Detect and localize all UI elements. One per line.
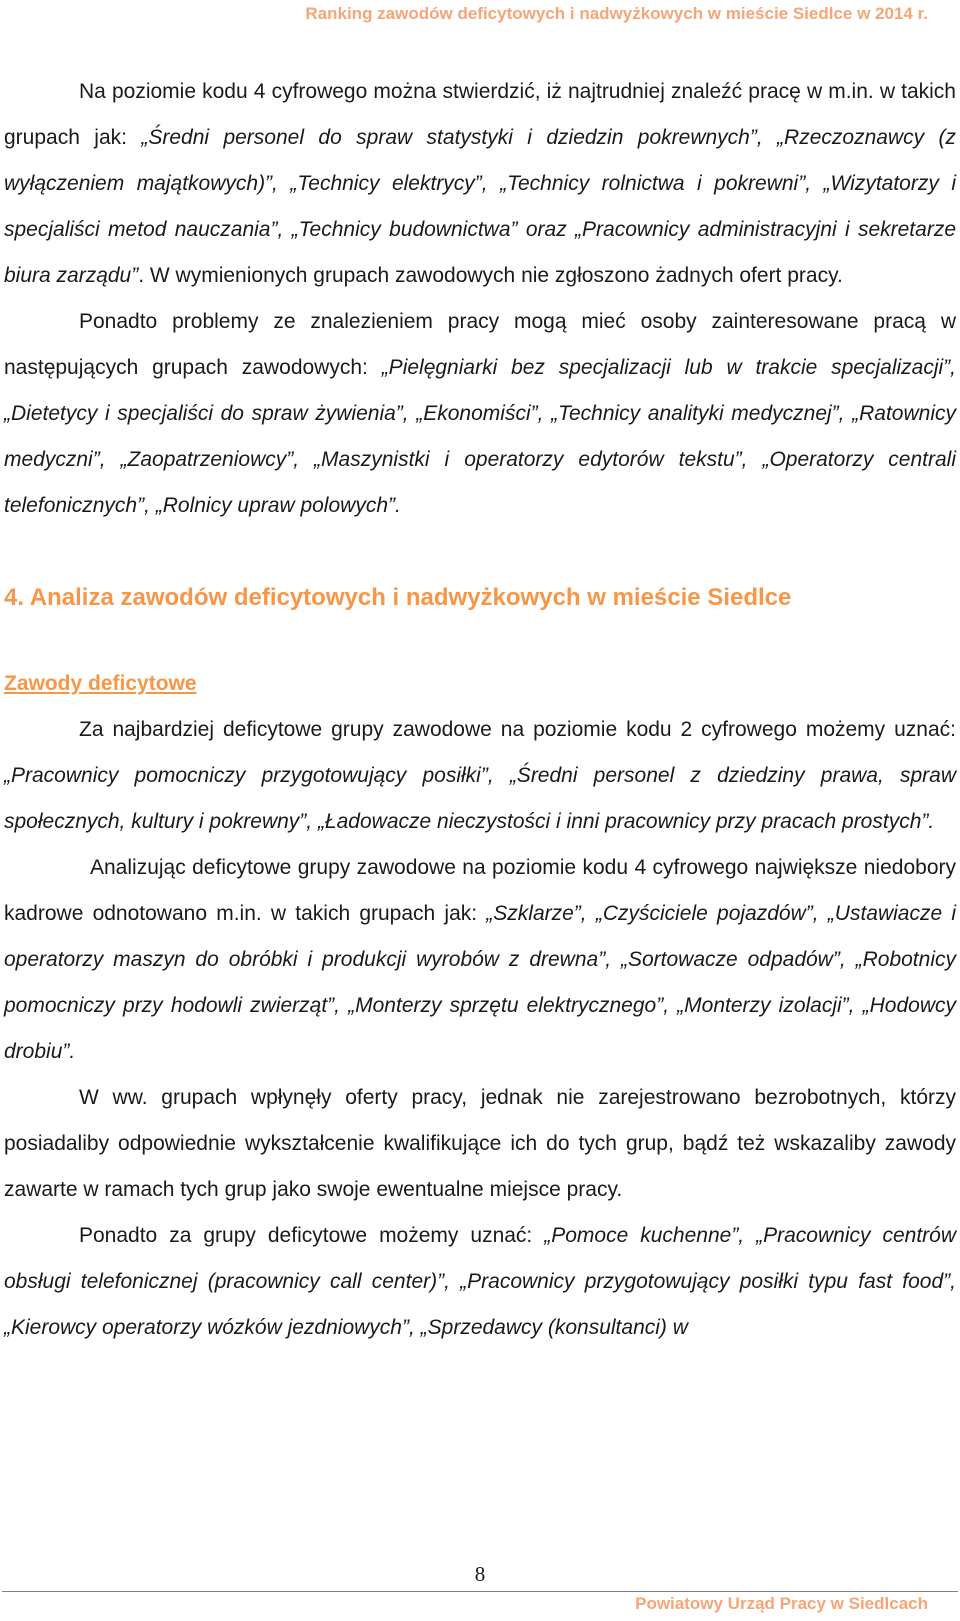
paragraph bbox=[4, 845, 956, 1075]
page-header: Ranking zawodów deficytowych i nadwyżkowych w mieście Siedlce w 2014 r. bbox=[305, 4, 928, 23]
text-run: Za najbardziej deficytowe grupy zawodowe na poziomie kodu 2 cyfrowego możemy uznać: bbox=[79, 718, 956, 741]
text-run: Ponadto problemy ze znalezieniem pracy mogą mieć osoby zainteresowane pracą w następujących grupach zawodowych: bbox=[4, 310, 956, 379]
spacer bbox=[4, 529, 956, 575]
section-title: 4. Analiza zawodów deficytowych i nadwyżkowych w mieście Siedlce bbox=[4, 584, 792, 611]
paragraph bbox=[4, 707, 956, 845]
footer-divider bbox=[2, 1591, 958, 1592]
italic-text-run: „Szklarze”, „Czyściciele pojazdów”, „Ustawiacze i operatorzy maszyn do obróbki i produkcji wyrobów z drewna”, „Sortowacze odpadów”, „Robotnicy pomocniczy przy hodowli zwierząt”, „Monterzy sprzętu elektrycznego”, „Monterzy izolacji”, „Hodowcy drobiu”. bbox=[4, 902, 957, 1063]
document-body bbox=[4, 69, 956, 1351]
italic-text-run: „Pomoce kuchenne”, „Pracownicy centrów obsługi telefonicznej (pracownicy call center)”, „Pracownicy przygotowujący posiłki typu fast food”, „Kierowcy operatorzy wózków jezdniowych”, „Sprzedawcy (konsultanci) w bbox=[4, 1224, 956, 1339]
text-run: Analizując deficytowe grupy zawodowe na poziomie kodu 4 cyfrowego największe niedobory kadrowe odnotowano m.in. w takich grupach jak: bbox=[4, 856, 956, 925]
text-run: Na poziomie kodu 4 cyfrowego można stwierdzić, iż najtrudniej znaleźć pracę w m.in. w takich grupach jak: bbox=[4, 80, 956, 149]
subsection-title: Zawody deficytowe bbox=[4, 672, 197, 695]
text-run: Ponadto za grupy deficytowe możemy uznać: bbox=[79, 1224, 545, 1247]
page-footer: Powiatowy Urząd Pracy w Siedlcach bbox=[635, 1594, 928, 1613]
text-run: . W wymienionych grupach zawodowych nie zgłoszono żadnych ofert pracy. bbox=[138, 264, 843, 287]
paragraph bbox=[4, 299, 956, 529]
italic-text-run: „Pracownicy pomocniczy przygotowujący posiłki”, „Średni personel z dziedziny prawa, spraw społecznych, kultury i pokrewny”, „Ładowacze nieczystości i inni pracownicy przy pracach prostych”. bbox=[4, 764, 956, 833]
italic-text-run: „Średni personel do spraw statystyki i dziedzin pokrewnych”, „Rzeczoznawcy (z wyłączeniem majątkowych)”, „Technicy elektrycy”, „Technicy rolnictwa i pokrewni”, „Wizytatorzy i specjaliści metod nauczania”, „Technicy budownictwa” oraz „Pracownicy administracyjni i sekretarze biura zarządu” bbox=[4, 126, 956, 287]
page-number: 8 bbox=[474, 1562, 486, 1586]
paragraph bbox=[4, 1075, 956, 1213]
italic-text-run: „Pielęgniarki bez specjalizacji lub w trakcie specjalizacji”, „Dietetycy i specjaliści do spraw żywienia”, „Ekonomiści”, „Technicy analityki medycznej”, „Ratownicy medyczni”, „Zaopatrzeniowcy”, „Maszynistki i operatorzy edytorów tekstu”, „Operatorzy centrali telefonicznych”, „Rolnicy upraw polowych”. bbox=[4, 356, 956, 517]
text-run: W ww. grupach wpłynęły oferty pracy, jednak nie zarejestrowano bezrobotnych, którzy posiadaliby odpowiednie wykształcenie kwalifikujące ich do tych grup, bądź też wskazaliby zawody zawarte w ramach tych grup jako swoje ewentualne miejsce pracy. bbox=[4, 1086, 956, 1201]
paragraph bbox=[4, 1213, 956, 1351]
paragraph bbox=[4, 69, 956, 299]
